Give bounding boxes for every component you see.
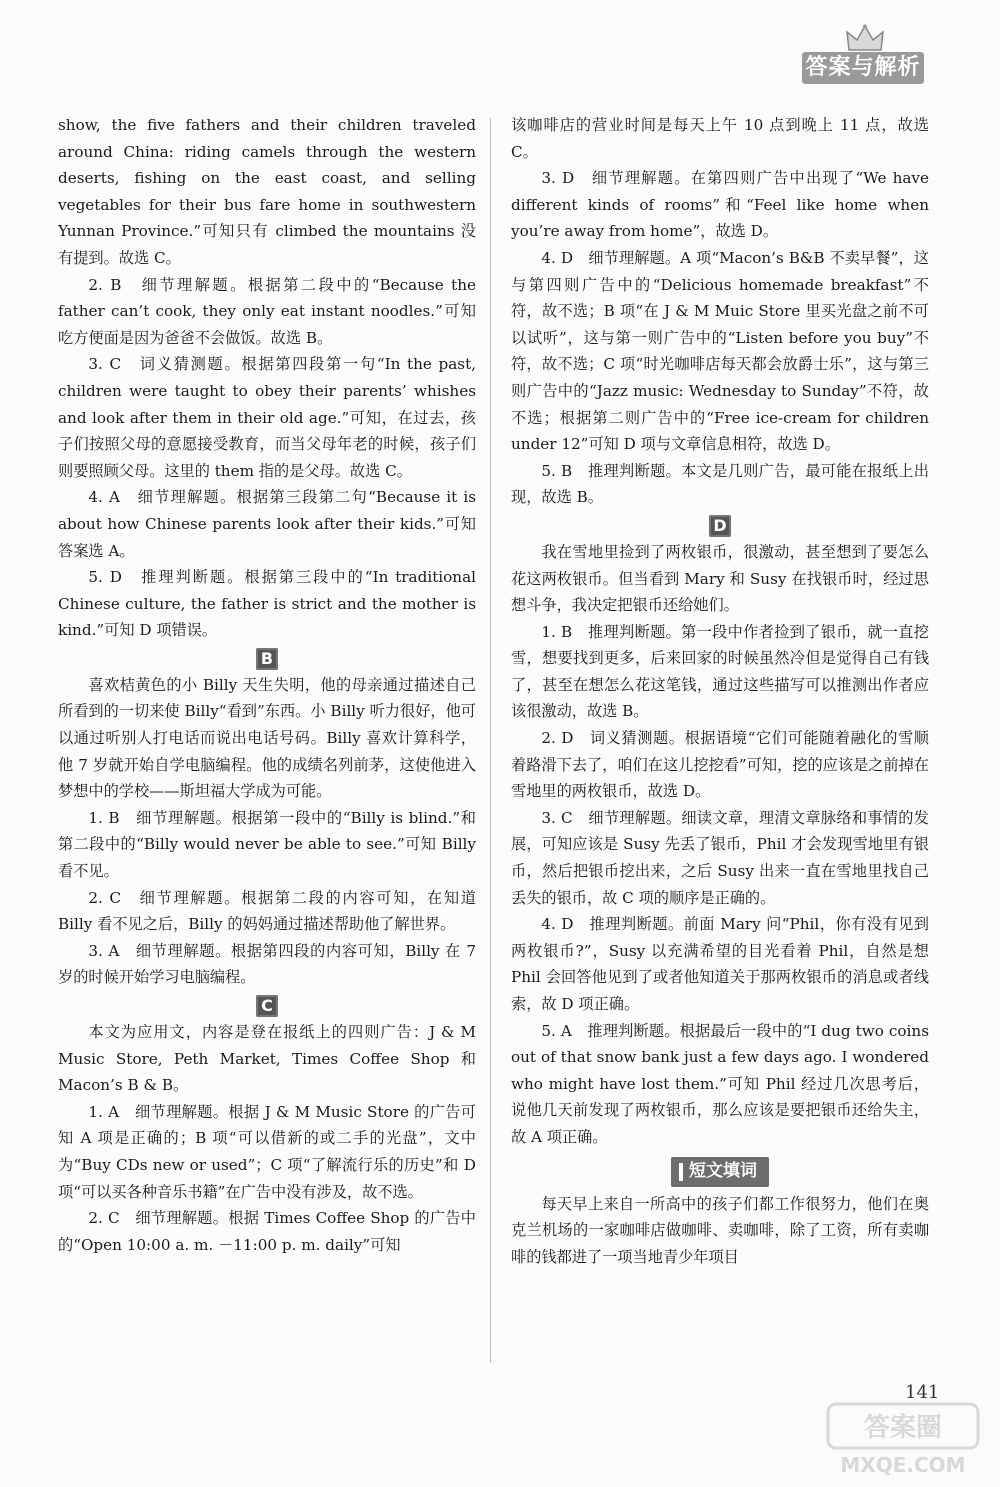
column-divider bbox=[490, 118, 491, 1363]
crown-icon bbox=[845, 24, 885, 54]
paragraph: 我在雪地里捡到了两枚银币，很激动，甚至想到了要怎么花这两枚银币。但当看到 Mary 和 Susy 在找银币时，经过思想斗争，我决定把银币还给她们。 bbox=[511, 542, 929, 615]
section-heading bbox=[511, 1157, 929, 1187]
paragraph: 1. B 细节理解题。根据第一段中的“Billy is blind.”和第二段中的“Billy would never be able to see.”可知 Billy 看不见。 bbox=[58, 808, 476, 881]
paragraph: 2. B 细节理解题。根据第二段中的“Because the father can’t cook, they only eat instant noodles.”可知吃方便面是因为爸爸不会做饭。故选 B。 bbox=[58, 275, 476, 347]
section-marker bbox=[58, 648, 476, 670]
section-marker bbox=[58, 995, 476, 1017]
paragraph: 4. D 推理判断题。前面 Mary 问“Phil，你有没有见到两枚银币?”，Susy 以充满希望的目光看着 Phil，自然是想 Phil 会回答他见到了或者他知道关于那两枚银币的消息或者线索，故 D 项正确。 bbox=[511, 915, 929, 1013]
paragraph: 3. D 细节理解题。在第四则广告中出现了“We have different kinds of rooms”和“Feel like home when you’re away from home”，故选 D。 bbox=[511, 169, 929, 241]
answer-analysis-header: 答案与解析 bbox=[802, 52, 924, 84]
cloze-heading-badge bbox=[671, 1157, 769, 1187]
section-letter: C bbox=[256, 995, 278, 1017]
paragraph: 1. B 推理判断题。第一段中作者捡到了银币，就一直挖雪，想要找到更多，后来回家的时候虽然冷但是觉得自己有钱了，甚至在想怎么花这笔钱，通过这些描写可以推测出作者应该很激动，故选 B。 bbox=[511, 622, 929, 721]
watermark-logo bbox=[820, 1400, 990, 1480]
section-letter: B bbox=[256, 648, 278, 670]
paragraph: show, the five fathers and their children traveled around China: riding camels through the western deserts, fishing on the east coast, and selling vegetables for their bus fare home in southwestern Yunnan Province.”可知只有 climbed the mountains 没有提到。故选 C。 bbox=[58, 116, 476, 267]
paragraph: 2. C 细节理解题。根据第二段的内容可知，在知道 Billy 看不见之后，Billy 的妈妈通过描述帮助他了解世界。 bbox=[58, 888, 476, 934]
paragraph: 每天早上来自一所高中的孩子们都工作很努力，他们在奥克兰机场的一家咖啡店做咖啡、卖咖啡，除了工资，所有卖咖啡的钱都进了一项当地青少年项目 bbox=[511, 1194, 929, 1266]
paragraph: 5. B 推理判断题。本文是几则广告，最可能在报纸上出现，故选 B。 bbox=[511, 461, 929, 507]
page-number: 141 bbox=[905, 1382, 940, 1403]
heading-label: 短文填词 bbox=[689, 1161, 757, 1182]
paragraph: 2. D 词义猜测题。根据语境“它们可能随着融化的雪顺着路滑下去了，咱们在这儿挖挖看”可知，挖的应该是之前掉在雪地里的两枚银币，故选 D。 bbox=[511, 729, 929, 801]
paragraph: 5. D 推理判断题。根据第三段中的“In traditional Chinese culture, the father is strict and the mother is kind.”可知 D 项错误。 bbox=[58, 568, 476, 640]
paragraph: 该咖啡店的营业时间是每天上午 10 点到晚上 11 点，故选 C。 bbox=[511, 116, 929, 161]
paragraph: 4. A 细节理解题。根据第三段第二句“Because it is about how Chinese parents look after their kids.”可知答案选 A。 bbox=[58, 488, 476, 560]
paragraph: 本文为应用文，内容是登在报纸上的四则广告：J & M Music Store, Peth Market, Times Coffee Shop 和 Macon’s B & B。 bbox=[58, 1023, 476, 1095]
paragraph: 5. A 推理判断题。根据最后一段中的“I dug two coins out of that snow bank just a few days ago. I wondered who might have lost them.”可知 Phil 经过几次思考后，说他几天前发现了两枚银币，那么应该是要把银币还给失主，故 A 项正确。 bbox=[511, 1021, 929, 1146]
svg-text:答案圈: 答案圈 bbox=[863, 1413, 943, 1443]
paragraph: 喜欢桔黄色的小 Billy 天生失明，他的母亲通过描述自己所看到的一切来使 Billy“看到”东西。小 Billy 听力很好，他可以通过听别人打电话而说出电话号码。Billy 喜欢计算科学，他 7 岁就开始自学电脑编程。他的成绩名列前茅，这使他进入梦想中的学校——斯坦福大学成为可能。 bbox=[58, 675, 476, 801]
section-marker bbox=[511, 515, 929, 537]
left-column bbox=[58, 112, 476, 1258]
paragraph: 3. C 细节理解题。细读文章，理清文章脉络和事情的发展，可知应该是 Susy 先丢了银币，Phil 才会发现雪地里有银币，然后把银币挖出来，之后 Susy 出来一直在雪地里找自己丢失的银币，故 C 项的顺序是正确的。 bbox=[511, 808, 929, 907]
svg-text:MXQE.COM: MXQE.COM bbox=[840, 1453, 966, 1477]
section-letter: D bbox=[709, 515, 731, 537]
paragraph: 4. D 细节理解题。A 项“Macon’s B&B 不卖早餐”，这与第四则广告中的“Delicious homemade breakfast”不符，故不选；B 项“在 J & M Muic Store 里买光盘之前不可以试听”，这与第一则广告中的“Listen before you buy”不符，故不选；C 项“时光咖啡店每天都会放爵士乐”，这与第三则广告中的“Jazz music: Wednesday to Sunday”不符，故不选；根据第二则广告中的“Free ice-cream for children under 12”可知 D 项与文章信息相符，故选 D。 bbox=[511, 248, 929, 454]
paragraph: 2. C 细节理解题。根据 Times Coffee Shop 的广告中的“Open 10:00 a. m. －11:00 p. m. daily”可知 bbox=[58, 1209, 476, 1254]
heading-bar-icon bbox=[679, 1163, 683, 1181]
paragraph: 3. C 词义猜测题。根据第四段第一句“In the past, children were taught to obey their parents’ whishes and look after them in their old age.”可知，在过去，孩子们按照父母的意愿接受教育，而当父母年老的时候，孩子们则要照顾父母。这里的 them 指的是父母。故选 C。 bbox=[58, 355, 476, 480]
right-column bbox=[511, 112, 929, 1270]
paragraph: 3. A 细节理解题。根据第四段的内容可知，Billy 在 7 岁的时候开始学习电脑编程。 bbox=[58, 941, 476, 987]
paragraph: 1. A 细节理解题。根据 J & M Music Store 的广告可知 A 项是正确的；B 项“可以借新的或二手的光盘”，文中为“Buy CDs new or used”；C 项“了解流行乐的历史”和 D 项“可以买各种音乐书籍”在广告中没有涉及，故不选。 bbox=[58, 1102, 476, 1201]
